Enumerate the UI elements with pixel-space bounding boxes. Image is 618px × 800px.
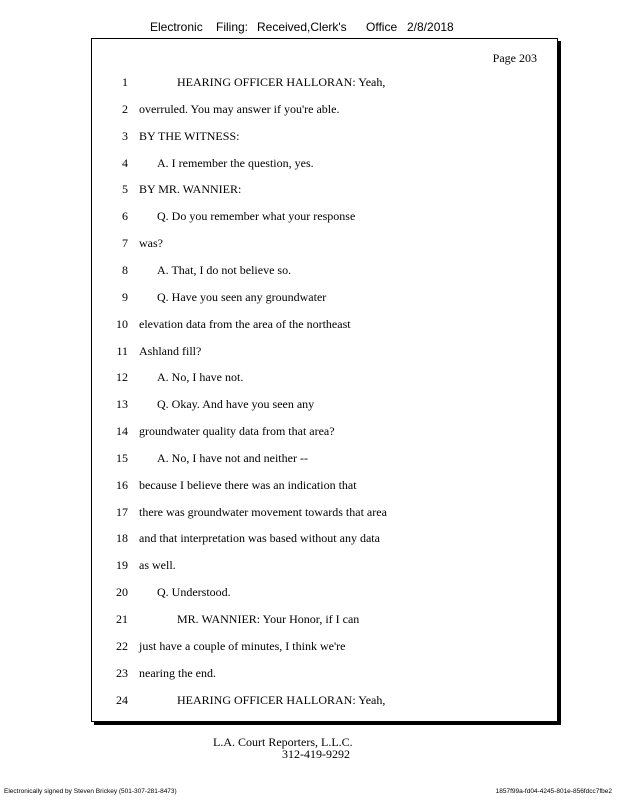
line-number: 12 <box>116 370 128 385</box>
line-text: nearing the end. <box>139 665 216 680</box>
line-text: HEARING OFFICER HALLORAN: Yeah, <box>177 75 386 89</box>
header-word-electronic: Electronic <box>150 20 203 34</box>
transcript-line <box>92 263 557 281</box>
transcript-line <box>92 612 557 630</box>
transcript-line <box>92 478 557 496</box>
line-number: 18 <box>116 531 128 546</box>
line-number: 1 <box>122 75 128 89</box>
transcript-line <box>92 182 557 200</box>
line-text: Q. Okay. And have you seen any <box>157 397 315 412</box>
line-number: 19 <box>116 558 128 573</box>
line-number: 21 <box>116 612 128 626</box>
header-word-office: Office <box>366 20 398 34</box>
line-number: 4 <box>122 155 128 170</box>
transcript-line <box>92 531 557 549</box>
filing-header <box>150 20 480 38</box>
header-word-date: 2/8/2018 <box>407 20 454 34</box>
transcript-line <box>92 344 557 362</box>
line-number: 11 <box>116 343 128 358</box>
line-number: 8 <box>122 262 128 277</box>
line-number: 3 <box>122 128 128 143</box>
transcript-line <box>92 209 557 227</box>
line-number: 7 <box>122 236 128 251</box>
line-text: Q. Have you seen any groundwater <box>157 289 327 304</box>
line-number: 22 <box>116 638 128 653</box>
line-text: A. No, I have not and neither -- <box>157 450 308 465</box>
line-text: Q. Do you remember what your response <box>157 209 356 224</box>
line-number: 20 <box>116 585 128 600</box>
line-text: overruled. You may answer if you're able. <box>139 101 340 116</box>
transcript-line <box>92 236 557 254</box>
transcript-line <box>92 75 557 93</box>
reporter-company: L.A. Court Reporters, L.L.C. <box>213 735 353 749</box>
line-number: 23 <box>116 665 128 680</box>
line-number: 14 <box>116 424 128 439</box>
page-number: Page 203 <box>492 51 537 65</box>
electronic-signature: Electronically signed by Steven Brickey (501-307-281-8473) <box>4 788 177 795</box>
line-text: BY THE WITNESS: <box>139 128 240 143</box>
line-number: 15 <box>116 450 128 465</box>
transcript-line <box>92 290 557 308</box>
line-text: MR. WANNIER: Your Honor, if I can <box>177 612 360 626</box>
line-text: A. No, I have not. <box>157 370 244 385</box>
line-number: 17 <box>116 504 128 519</box>
transcript-line <box>92 585 557 603</box>
transcript-line <box>92 397 557 415</box>
transcript-line <box>92 451 557 469</box>
line-number: 5 <box>122 182 128 197</box>
line-number: 6 <box>122 209 128 224</box>
line-text: because I believe there was an indication that <box>139 477 357 492</box>
header-word-filing: Filing: <box>216 20 249 34</box>
line-number: 9 <box>122 289 128 304</box>
line-text: there was groundwater movement towards that area <box>139 504 387 519</box>
reporter-phone: 312-419-9292 <box>282 747 350 761</box>
line-text: just have a couple of minutes, I think we're <box>139 638 346 653</box>
transcript-line <box>92 558 557 576</box>
transcript-line <box>92 370 557 388</box>
line-number: 24 <box>116 692 128 707</box>
transcript-line <box>92 505 557 523</box>
transcript-line <box>92 129 557 147</box>
header-word-received: Received,Clerk's <box>257 20 347 34</box>
transcript-line <box>92 102 557 120</box>
line-text: Q. Understood. <box>157 585 231 600</box>
line-number: 10 <box>116 316 128 331</box>
transcript-line <box>92 424 557 442</box>
line-number: 16 <box>116 477 128 492</box>
line-text: A. That, I do not believe so. <box>157 262 292 277</box>
line-number: 13 <box>116 397 128 412</box>
document-id: 1857f99a-fd04-4245-801e-856fdcc7fbe2 <box>495 788 612 795</box>
line-text: was? <box>139 236 163 251</box>
line-text: Ashland fill? <box>139 343 202 358</box>
transcript-line <box>92 666 557 684</box>
transcript-line <box>92 693 557 711</box>
transcript-line <box>92 639 557 657</box>
line-number: 2 <box>122 101 128 116</box>
transcript-line <box>92 317 557 335</box>
line-text: as well. <box>139 558 176 573</box>
transcript-page <box>91 38 558 722</box>
line-text: A. I remember the question, yes. <box>157 155 314 170</box>
line-text: and that interpretation was based without any data <box>139 531 380 546</box>
line-text: groundwater quality data from that area? <box>139 424 335 439</box>
transcript-line <box>92 156 557 174</box>
line-text: BY MR. WANNIER: <box>139 182 242 197</box>
line-text: elevation data from the area of the northeast <box>139 316 351 331</box>
line-text: HEARING OFFICER HALLORAN: Yeah, <box>177 692 386 707</box>
